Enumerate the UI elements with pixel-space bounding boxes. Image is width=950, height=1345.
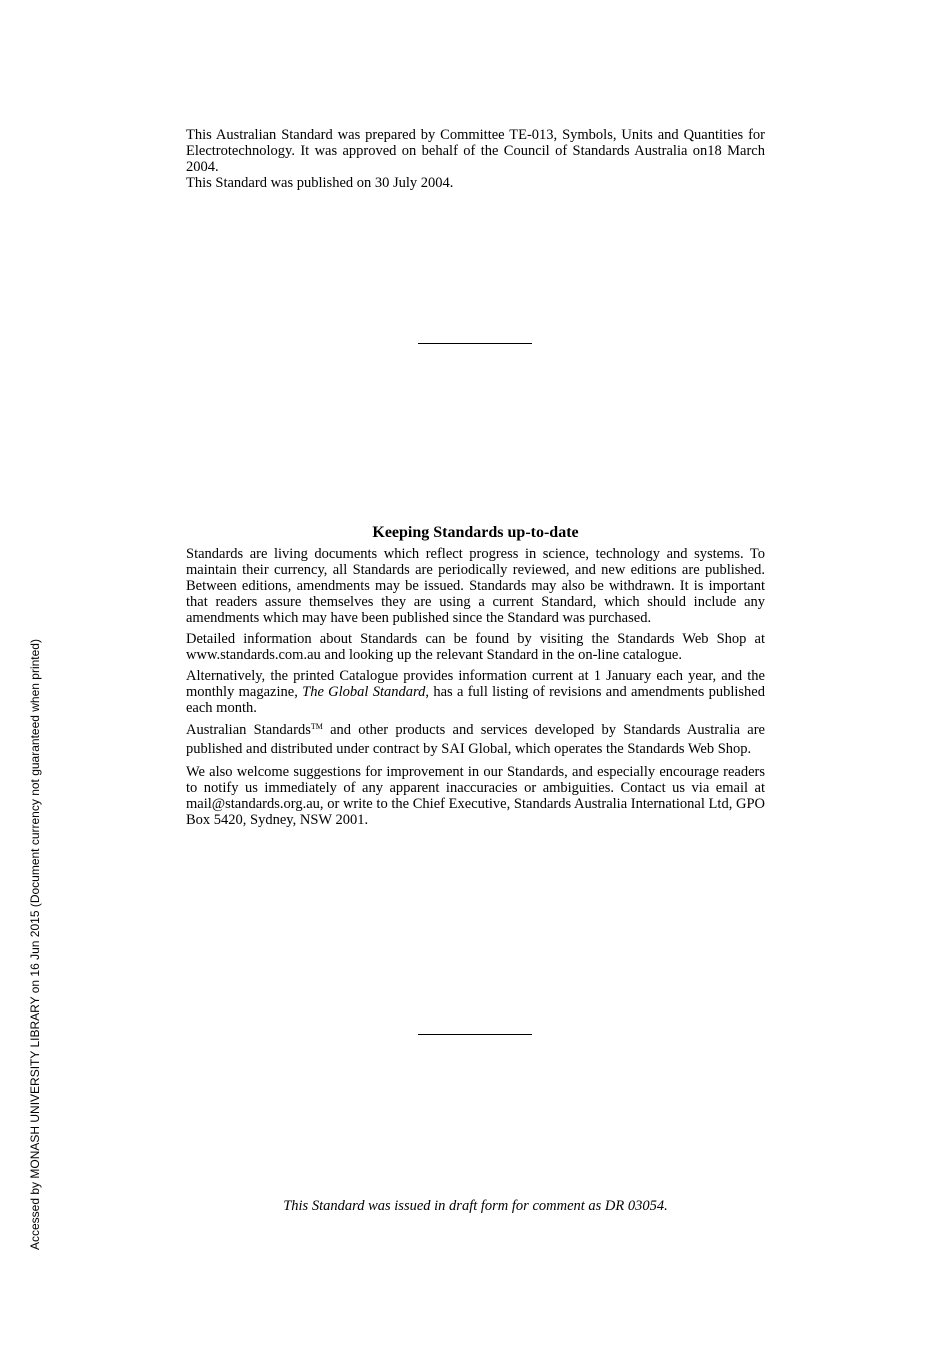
trademark-mark: TM bbox=[310, 722, 323, 731]
paragraph-web-shop: Detailed information about Standards can be found by visiting the Standards Web Shop at www.standards.com.au and looking up the relevant Standard in the on-line catalogue. bbox=[186, 631, 765, 663]
committee-statement: This Australian Standard was prepared by Committee TE-013, Symbols, Units and Quantities for Electrotechnology. It was approved on behalf of the Council of Standards Australia on18 March 2004. bbox=[186, 127, 765, 175]
section-divider-bottom bbox=[418, 1034, 532, 1035]
publication-date-statement: This Standard was published on 30 July 2004. bbox=[186, 175, 454, 191]
paragraph-sai-global bbox=[186, 721, 765, 759]
draft-note: This Standard was issued in draft form for comment as DR 03054. bbox=[283, 1198, 668, 1214]
catalogue-text-end: , has a full listing of revisions and amendments published each month. bbox=[186, 684, 765, 716]
sai-global-text: and other products and services developed by Standards Australia are published and distributed under contract by SAI Global, which operates the Standards Web Shop. bbox=[186, 722, 765, 757]
paragraph-suggestions: We also welcome suggestions for improvement in our Standards, and especially encourage readers to notify us immediately of any apparent inaccuracies or ambiguities. Contact us via email at mail@standards.org.au, or write to the Chief Executive, Standards Australia International Ltd, GPO Box 5420, Sydney, NSW 2001. bbox=[186, 764, 765, 828]
preparation-block bbox=[186, 127, 765, 191]
paragraph-catalogue bbox=[186, 668, 765, 716]
catalogue-text-start: Alternatively, the printed Catalogue provides information current at 1 January each year, and the monthly magazine, bbox=[186, 668, 765, 700]
keeping-standards-body bbox=[186, 546, 765, 833]
paragraph-living-documents: Standards are living documents which reflect progress in science, technology and systems. To maintain their currency, all Standards are periodically reviewed, and new editions are published. Between editions, amendments may be issued. Standards may also be withdrawn. It is important that readers assure themselves they are using a current Standard, which should include any amendments which may have been published since the Standard was purchased. bbox=[186, 546, 765, 626]
global-standard-title: The Global Standard bbox=[302, 684, 426, 700]
keeping-standards-heading: Keeping Standards up-to-date bbox=[372, 524, 579, 541]
section-divider-top bbox=[418, 343, 532, 344]
australian-standards-label: Australian Standards bbox=[186, 722, 311, 738]
access-watermark: Accessed by MONASH UNIVERSITY LIBRARY on 16 Jun 2015 (Document currency not guaranteed when printed) bbox=[28, 639, 42, 1250]
